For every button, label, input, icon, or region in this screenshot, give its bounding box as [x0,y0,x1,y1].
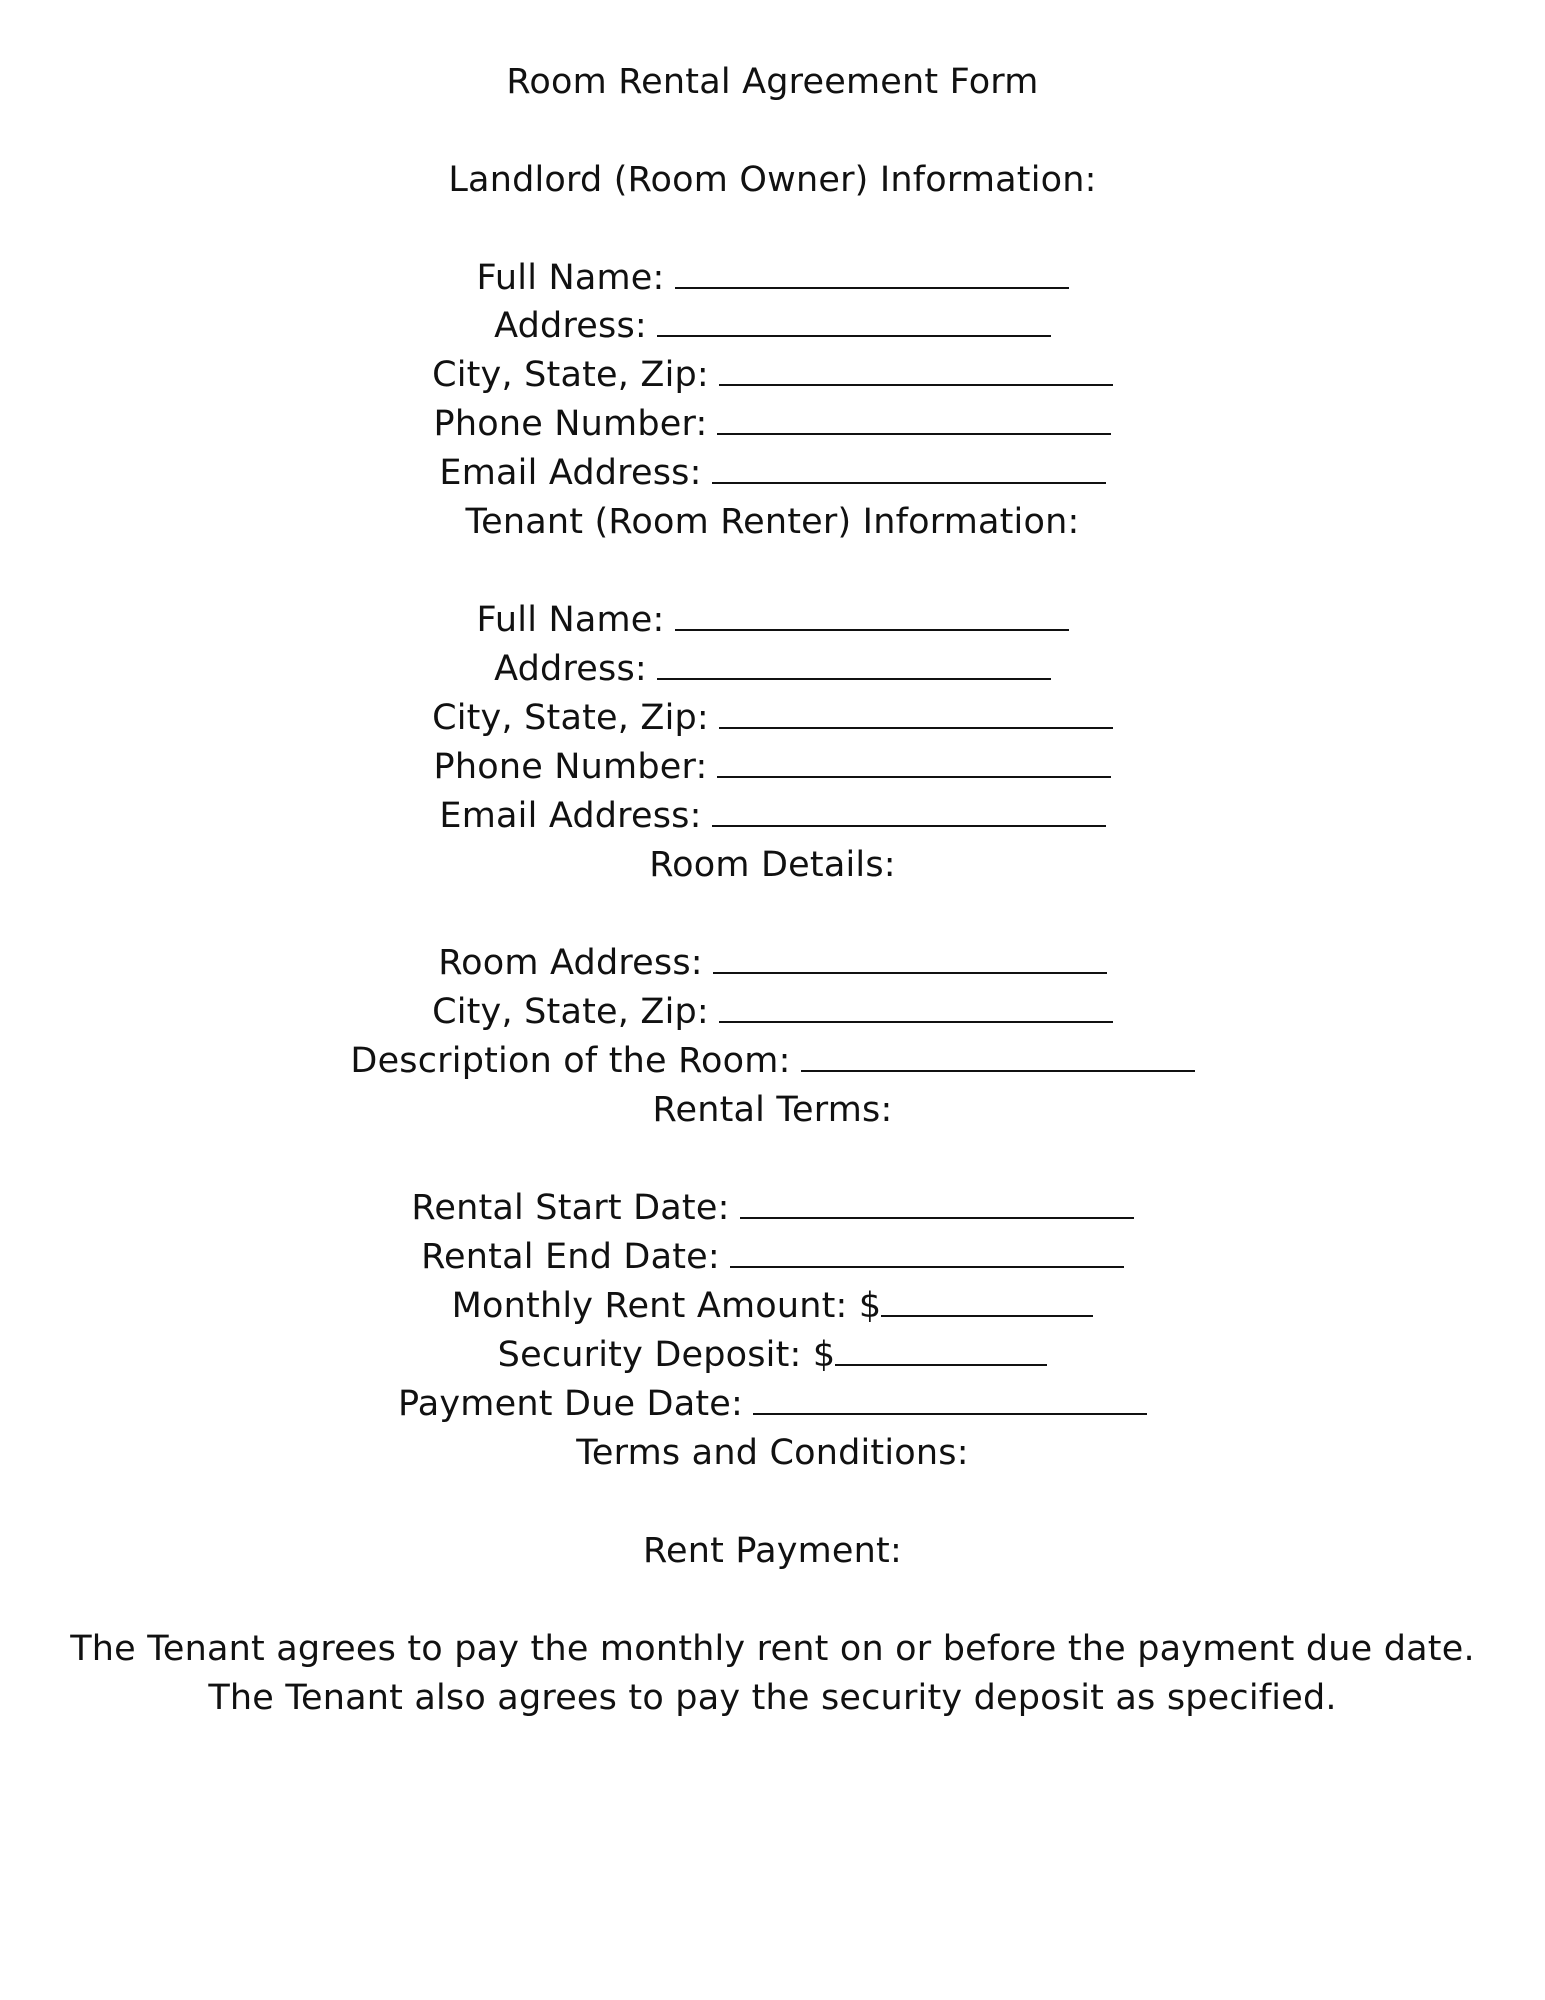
room-address-label: Room Address: [438,943,703,983]
rental-terms-heading: Rental Terms: [652,1090,893,1130]
landlord-city-label: City, State, Zip: [432,355,709,395]
landlord-phone-row [0,402,1545,446]
payment-due-blank[interactable] [753,1409,1147,1415]
tenant-city-row [0,696,1545,740]
tenant-heading: Tenant (Room Renter) Information: [465,502,1080,542]
tenant-city-blank[interactable] [719,723,1113,729]
security-deposit-blank[interactable] [835,1360,1047,1366]
room-address-row [0,941,1545,985]
rental-end-row [0,1235,1545,1279]
tenant-address-blank[interactable] [657,674,1051,680]
rent-payment-heading: Rent Payment: [643,1531,902,1571]
room-description-label: Description of the Room: [350,1041,791,1081]
landlord-heading: Landlord (Room Owner) Information: [448,160,1097,200]
landlord-email-row [0,451,1545,495]
landlord-phone-blank[interactable] [717,429,1111,435]
room-city-blank[interactable] [719,1017,1113,1023]
security-deposit-label: Security Deposit: $ [497,1335,836,1375]
rental-start-label: Rental Start Date: [411,1188,730,1228]
tenant-phone-blank[interactable] [717,772,1111,778]
rental-start-blank[interactable] [740,1213,1134,1219]
landlord-email-label: Email Address: [439,453,702,493]
room-heading: Room Details: [649,845,896,885]
landlord-phone-label: Phone Number: [433,404,708,444]
landlord-full-name-row [0,256,1545,300]
room-description-blank[interactable] [801,1066,1195,1072]
rent-payment-text-line-2: The Tenant also agrees to pay the security deposit as specified. [208,1678,1337,1718]
tenant-phone-label: Phone Number: [433,747,708,787]
monthly-rent-row [0,1284,1545,1328]
form-title: Room Rental Agreement Form [506,62,1039,102]
monthly-rent-label: Monthly Rent Amount: $ [451,1286,882,1326]
tenant-full-name-label: Full Name: [476,600,665,640]
tenant-address-label: Address: [494,649,647,689]
rental-end-blank[interactable] [730,1262,1124,1268]
rental-end-label: Rental End Date: [421,1237,720,1277]
room-address-blank[interactable] [713,968,1107,974]
landlord-full-name-label: Full Name: [476,258,665,298]
landlord-city-row [0,353,1545,397]
rental-start-row [0,1186,1545,1230]
landlord-address-blank[interactable] [657,331,1051,337]
tenant-city-label: City, State, Zip: [432,698,709,738]
tenant-email-row [0,794,1545,838]
security-deposit-row [0,1333,1545,1377]
rent-payment-text-line-1: The Tenant agrees to pay the monthly rent on or before the payment due date. [70,1629,1475,1669]
tenant-address-row [0,647,1545,691]
landlord-address-row [0,304,1545,348]
landlord-city-blank[interactable] [719,380,1113,386]
tenant-phone-row [0,745,1545,789]
payment-due-label: Payment Due Date: [398,1384,743,1424]
monthly-rent-blank[interactable] [881,1311,1093,1317]
tenant-email-blank[interactable] [712,821,1106,827]
room-city-row [0,990,1545,1034]
payment-due-row [0,1382,1545,1426]
landlord-full-name-blank[interactable] [675,283,1069,289]
room-description-row [0,1039,1545,1083]
landlord-address-label: Address: [494,306,647,346]
landlord-email-blank[interactable] [712,478,1106,484]
tenant-email-label: Email Address: [439,796,702,836]
terms-conditions-heading: Terms and Conditions: [576,1433,969,1473]
room-city-label: City, State, Zip: [432,992,709,1032]
tenant-full-name-row [0,598,1545,642]
tenant-full-name-blank[interactable] [675,625,1069,631]
